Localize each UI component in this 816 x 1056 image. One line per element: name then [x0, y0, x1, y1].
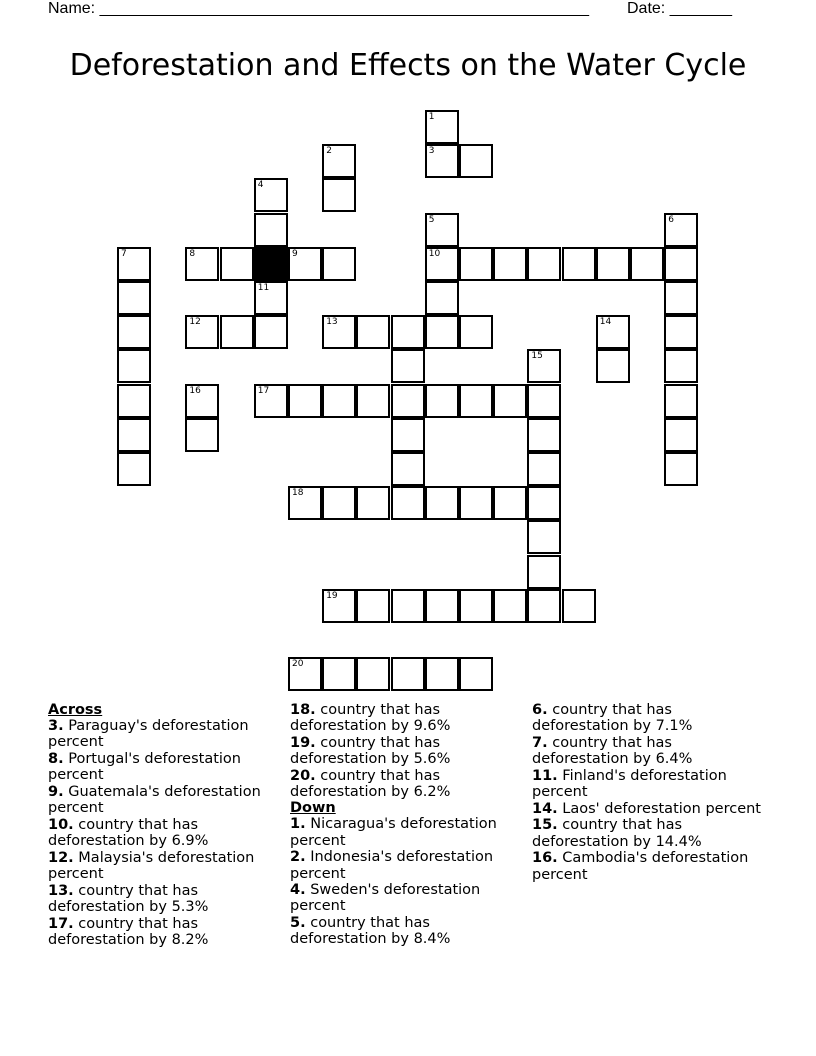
clues-column-1: [48, 702, 278, 948]
cell-number: 12: [189, 317, 201, 328]
cell-number: 18: [292, 488, 304, 499]
crossword-cell[interactable]: [527, 384, 561, 418]
crossword-cell[interactable]: [391, 452, 425, 486]
clue-across-9: [48, 784, 278, 816]
crossword-cell[interactable]: [664, 452, 698, 486]
clue-text: Portugal's deforestation percent: [48, 751, 241, 784]
crossword-cell[interactable]: [356, 486, 390, 520]
clue-text: Malaysia's deforestation percent: [48, 849, 255, 883]
crossword-cell[interactable]: [356, 315, 390, 349]
clue-number: 12.: [48, 849, 74, 866]
cell-number: 3: [428, 146, 435, 157]
crossword-cell[interactable]: [254, 315, 288, 349]
crossword-cell[interactable]: [288, 247, 322, 281]
crossword-cell[interactable]: [527, 247, 561, 281]
clue-text: country that has deforestation by 6.4%: [532, 734, 693, 768]
clue-number: 9.: [48, 784, 64, 801]
crossword-cell[interactable]: [288, 486, 322, 520]
clue-text: country that has deforestation by 8.2%: [48, 915, 209, 948]
clues-column-3: [532, 702, 772, 883]
clue-down-6: [532, 702, 772, 734]
crossword-cell[interactable]: [322, 144, 356, 178]
crossword-cell[interactable]: [220, 315, 254, 349]
crossword-cell[interactable]: [117, 349, 151, 383]
clue-text: Sweden's deforestation percent: [290, 882, 481, 915]
clue-number: 11.: [532, 767, 558, 784]
cell-number: 7: [121, 248, 127, 259]
clue-across-10: [48, 817, 278, 849]
crossword-cell[interactable]: [493, 384, 527, 418]
clue-text: Paraguay's deforestation percent: [48, 718, 249, 751]
clue-across-12: [48, 850, 278, 882]
crossword-cell[interactable]: [356, 589, 390, 623]
crossword-cell[interactable]: [322, 657, 356, 691]
crossword-cell[interactable]: [322, 315, 356, 349]
crossword-cell[interactable]: [117, 315, 151, 349]
cell-number: 16: [189, 385, 201, 396]
crossword-cell[interactable]: [425, 247, 459, 281]
clue-number: 5.: [290, 915, 306, 932]
clue-number: 4.: [290, 882, 306, 899]
clue-text: country that has deforestation by 5.3%: [48, 882, 209, 915]
clue-across-20: [290, 768, 520, 800]
crossword-cell[interactable]: [391, 418, 425, 452]
crossword-cell[interactable]: [459, 486, 493, 520]
clue-number: 8.: [48, 751, 64, 768]
crossword-cell[interactable]: [254, 178, 288, 212]
crossword-cell[interactable]: [391, 486, 425, 520]
clue-across-8: [48, 751, 278, 783]
crossword-cell[interactable]: [117, 384, 151, 418]
crossword-cell[interactable]: [185, 315, 219, 349]
crossword-cell[interactable]: [185, 384, 219, 418]
clue-down-4: [290, 882, 520, 914]
crossword-cell[interactable]: [664, 247, 698, 281]
crossword-cell[interactable]: [527, 349, 561, 383]
crossword-cell[interactable]: [391, 589, 425, 623]
crossword-cell[interactable]: [425, 110, 459, 144]
crossword-cell[interactable]: [356, 657, 390, 691]
clue-down-15: [532, 817, 772, 849]
crossword-block: [254, 247, 288, 281]
cell-number: 2: [326, 146, 332, 157]
clue-down-5: [290, 915, 520, 947]
crossword-cell[interactable]: [425, 657, 459, 691]
clue-across-18: [290, 702, 520, 734]
crossword-cell[interactable]: [117, 247, 151, 281]
clues-column-2: [290, 702, 520, 948]
clue-text: country that has deforestation by 5.6%: [290, 734, 451, 768]
crossword-cell[interactable]: [493, 247, 527, 281]
clue-text: Finland's deforestation percent: [532, 767, 727, 801]
cell-number: 13: [326, 317, 338, 328]
crossword-cell[interactable]: [527, 486, 561, 520]
across-heading: Across: [48, 702, 103, 718]
clue-across-19: [290, 735, 520, 767]
clue-text: Guatemala's deforestation percent: [48, 784, 261, 817]
cell-number: 20: [292, 659, 304, 670]
clue-number: 20.: [290, 767, 316, 784]
clue-across-13: [48, 883, 278, 915]
cell-number: 8: [189, 248, 196, 259]
clue-text: country that has deforestation by 14.4%: [532, 817, 702, 850]
cell-number: 4: [257, 180, 264, 191]
clue-down-7: [532, 735, 772, 767]
clue-across-17: [48, 916, 278, 948]
clue-number: 15.: [532, 817, 558, 834]
cell-number: 5: [428, 214, 435, 225]
crossword-cell[interactable]: [425, 213, 459, 247]
clue-across-3: [48, 718, 278, 750]
crossword-cell[interactable]: [425, 315, 459, 349]
crossword-cell[interactable]: [185, 418, 219, 452]
crossword-cell[interactable]: [117, 418, 151, 452]
crossword-cell[interactable]: [391, 349, 425, 383]
clue-down-1: [290, 816, 520, 848]
crossword-cell[interactable]: [527, 452, 561, 486]
date-line: Date: _______: [627, 0, 732, 17]
clue-number: 19.: [290, 734, 316, 751]
clue-number: 7.: [532, 734, 548, 751]
clue-down-16: [532, 850, 772, 882]
crossword-cell[interactable]: [322, 589, 356, 623]
clue-text: Cambodia's deforestation percent: [532, 850, 749, 883]
crossword-cell[interactable]: [664, 349, 698, 383]
crossword-cell[interactable]: [254, 384, 288, 418]
crossword-cell[interactable]: [493, 589, 527, 623]
cell-number: 1: [428, 112, 435, 122]
clue-number: 2.: [290, 849, 306, 866]
crossword-cell[interactable]: [596, 349, 630, 383]
crossword-cell[interactable]: [596, 247, 630, 281]
cell-number: 17: [257, 385, 270, 396]
down-heading: Down: [290, 800, 336, 817]
crossword-cell[interactable]: [425, 384, 459, 418]
clue-text: country that has deforestation by 8.4%: [290, 915, 451, 948]
crossword-cell[interactable]: [185, 247, 219, 281]
crossword-cell[interactable]: [527, 555, 561, 589]
crossword-cell[interactable]: [459, 589, 493, 623]
crossword-cell[interactable]: [391, 657, 425, 691]
crossword-cell[interactable]: [425, 281, 459, 315]
crossword-cell[interactable]: [459, 657, 493, 691]
crossword-cell[interactable]: [117, 281, 151, 315]
crossword-cell[interactable]: [425, 589, 459, 623]
crossword-cell[interactable]: [288, 384, 322, 418]
crossword-cell[interactable]: [664, 315, 698, 349]
crossword-cell[interactable]: [288, 657, 322, 691]
crossword-cell[interactable]: [664, 384, 698, 418]
crossword-cell[interactable]: [322, 178, 356, 212]
clue-number: 16.: [532, 850, 558, 867]
crossword-cell[interactable]: [596, 315, 630, 349]
clue-text: country that has deforestation by 7.1%: [532, 702, 693, 735]
crossword-cell[interactable]: [391, 384, 425, 418]
clue-down-14: [532, 801, 772, 817]
crossword-cell[interactable]: [254, 281, 288, 315]
crossword-cell[interactable]: [630, 247, 664, 281]
clue-text: country that has deforestation by 9.6%: [290, 702, 451, 735]
crossword-cell[interactable]: [425, 486, 459, 520]
crossword-cell[interactable]: [220, 247, 254, 281]
crossword-cell[interactable]: [664, 213, 698, 247]
cell-number: 15: [531, 351, 543, 362]
clue-number: 6.: [532, 702, 548, 718]
cell-number: 10: [428, 248, 441, 259]
crossword-cell[interactable]: [322, 247, 356, 281]
crossword-cell[interactable]: [527, 589, 561, 623]
crossword-cell[interactable]: [493, 486, 527, 520]
crossword-cell[interactable]: [356, 384, 390, 418]
crossword-cell[interactable]: [322, 486, 356, 520]
crossword-cell[interactable]: [425, 144, 459, 178]
crossword-cell[interactable]: [527, 520, 561, 554]
crossword-cell[interactable]: [322, 384, 356, 418]
clue-number: 14.: [532, 800, 558, 817]
crossword-cell[interactable]: [562, 589, 596, 623]
clue-number: 17.: [48, 915, 74, 932]
crossword-cell[interactable]: [664, 418, 698, 452]
name-line: Name: _______________________________________________________: [48, 0, 589, 17]
clue-down-11: [532, 768, 772, 800]
clue-text: Nicaragua's deforestation percent: [290, 816, 497, 849]
cell-number: 14: [599, 317, 612, 328]
crossword-cell[interactable]: [664, 281, 698, 315]
cell-number: 9: [292, 248, 298, 259]
crossword-cell[interactable]: [254, 213, 288, 247]
clue-number: 13.: [48, 882, 74, 899]
crossword-cell[interactable]: [527, 418, 561, 452]
cell-number: 19: [326, 590, 338, 601]
crossword-cell[interactable]: [391, 315, 425, 349]
crossword-cell[interactable]: [562, 247, 596, 281]
cell-number: 11: [257, 283, 270, 293]
clue-text: Laos' deforestation percent: [562, 800, 761, 817]
clue-number: 1.: [290, 816, 306, 833]
crossword-cell[interactable]: [117, 452, 151, 486]
clue-number: 3.: [48, 718, 64, 735]
cell-number: 6: [668, 214, 674, 225]
crossword-cell[interactable]: [459, 247, 493, 281]
clue-down-2: [290, 849, 520, 881]
clue-text: country that has deforestation by 6.2%: [290, 767, 451, 801]
crossword-cell[interactable]: [459, 144, 493, 178]
clue-text: Indonesia's deforestation percent: [290, 849, 494, 882]
crossword-cell[interactable]: [459, 315, 493, 349]
page-title: Deforestation and Effects on the Water Cycle: [69, 48, 747, 83]
clue-number: 10.: [48, 816, 74, 833]
crossword-cell[interactable]: [459, 384, 493, 418]
clue-number: 18.: [290, 702, 316, 718]
clue-text: country that has deforestation by 6.9%: [48, 816, 209, 850]
